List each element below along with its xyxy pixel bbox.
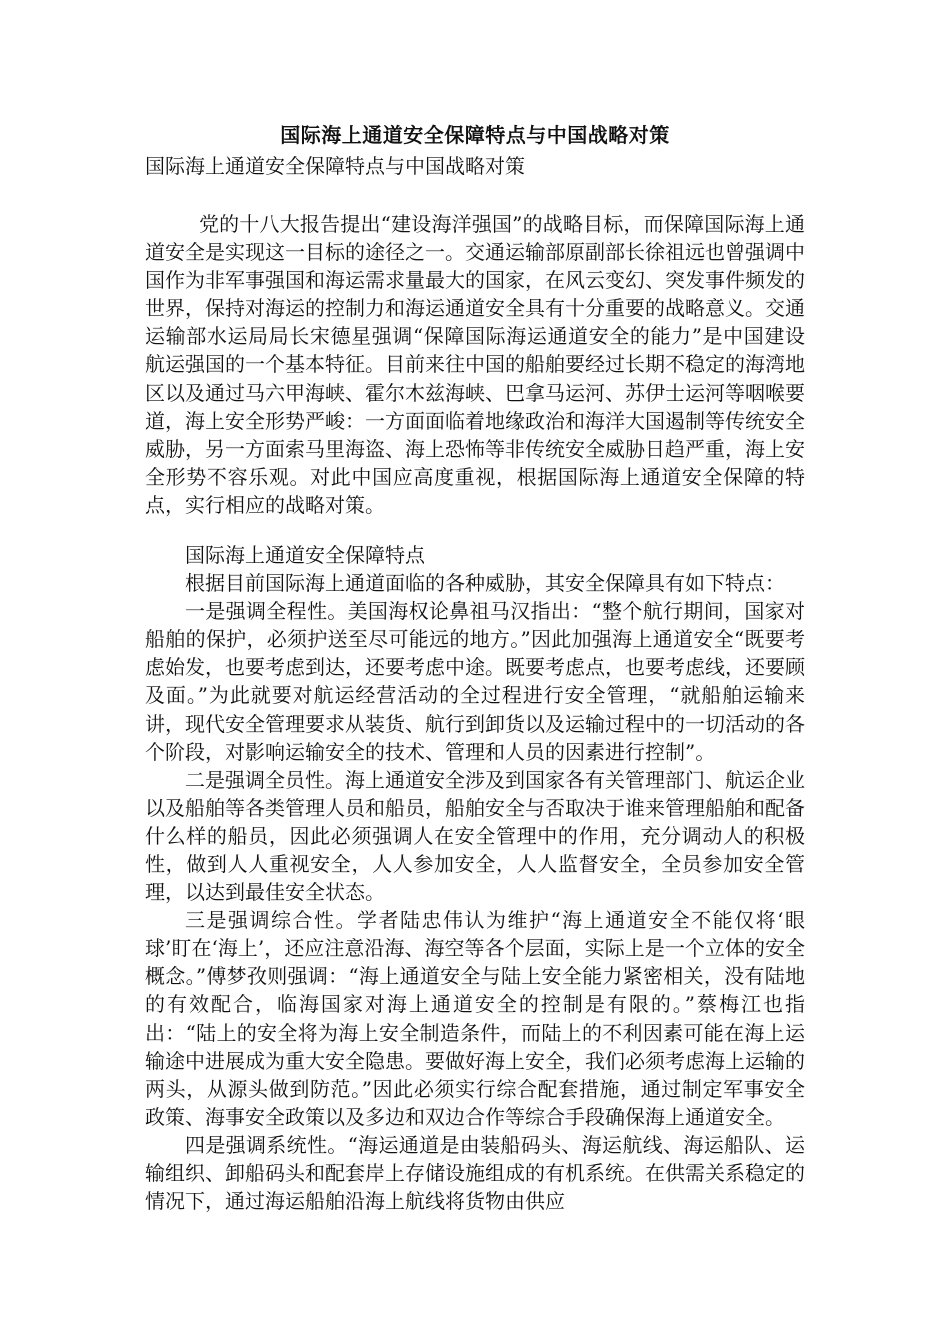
blank-line [145, 519, 805, 541]
section-heading: 国际海上通道安全保障特点 [185, 543, 425, 568]
point-paragraph-3: 三是强调综合性。学者陆忠伟认为维护“海上通道安全不能仅将‘眼球’盯在‘海上’，还应注意沿海、海空等各个层面，实际上是一个立体的安全概念。”傅梦孜则强调：“海上通道安全与陆上安全能力紧密相关，没有陆地的有效配合，临海国家对海上通道安全的控制是有限的。”蔡梅江也指出：“陆上的安全将为海上安全制造条件，而陆上的不利因素可能在海上运输途中进展成为重大安全隐患。要做好海上安全，我们必须考虑海上运输的两头，从源头做到防范。”因此必须实行综合配套措施，通过制定军事安全政策、海事安全政策以及多边和双边合作等综合手段确保海上通道安全。 [145, 908, 805, 1129]
intro-paragraph: 党的十八大报告提出“建设海洋强国”的战略目标，而保障国际海上通道安全是实现这一目标的途径之一。交通运输部原副部长徐祖远也曾强调中国作为非军事强国和海运需求量最大的国家，在风云变幻、突发事件频发的世界，保持对海运的控制力和海运通道安全具有十分重要的战略意义。交通运输部水运局局长宋德星强调“保障国际海运通道安全的能力”是中国建设航运强国的一个基本特征。目前来往中国的船舶要经过长期不稳定的海湾地区以及通过马六甲海峡、霍尔木兹海峡、巴拿马运河、苏伊士运河等咽喉要道，海上安全形势严峻：一方面面临着地缘政治和海洋大国遏制等传统安全威胁，另一方面索马里海盗、海上恐怖等非传统安全威胁日趋严重，海上安全形势不容乐观。对此中国应高度重视，根据国际海上通道安全保障的特点，实行相应的战略对策。 [145, 212, 805, 517]
document-title: 国际海上通道安全保障特点与中国战略对策 [280, 123, 670, 147]
document-subtitle: 国际海上通道安全保障特点与中国战略对策 [145, 154, 525, 178]
document-page [145, 118, 805, 1215]
blank-line [145, 180, 805, 210]
point-paragraph-4: 四是强调系统性。“海运通道是由装船码头、海运航线、海运船队、运输组织、卸船码头和配套岸上存储设施组成的有机系统。在供需关系稳定的情况下，通过海运船舶沿海上航线将货物由供应 [145, 1132, 805, 1214]
section-intro-paragraph: 根据目前国际海上通道面临的各种威胁，其安全保障具有如下特点： [185, 571, 785, 596]
point-paragraph-2: 二是强调全员性。海上通道安全涉及到国家各有关管理部门、航运企业以及船舶等各类管理人员和船员，船舶安全与否取决于谁来管理船舶和配备什么样的船员，因此必须强调人在安全管理中的作用，充分调动人的积极性，做到人人重视安全，人人参加安全，人人监督安全，全员参加安全管理，以达到最佳安全状态。 [145, 767, 805, 905]
point-paragraph-1: 一是强调全程性。美国海权论鼻祖马汉指出：“整个航行期间，国家对船舶的保护，必须护送至尽可能远的地方。”因此加强海上通道安全“既要考虑始发，也要考虑到达，还要考虑中途。既要考虑点，也要考虑线，还要顾及面。”为此就要对航运经营活动的全过程进行安全管理，“就船舶运输来讲，现代安全管理要求从装货、航行到卸货以及运输过程中的一切活动的各个阶段，对影响运输安全的技术、管理和人员的因素进行控制”。 [145, 599, 805, 764]
